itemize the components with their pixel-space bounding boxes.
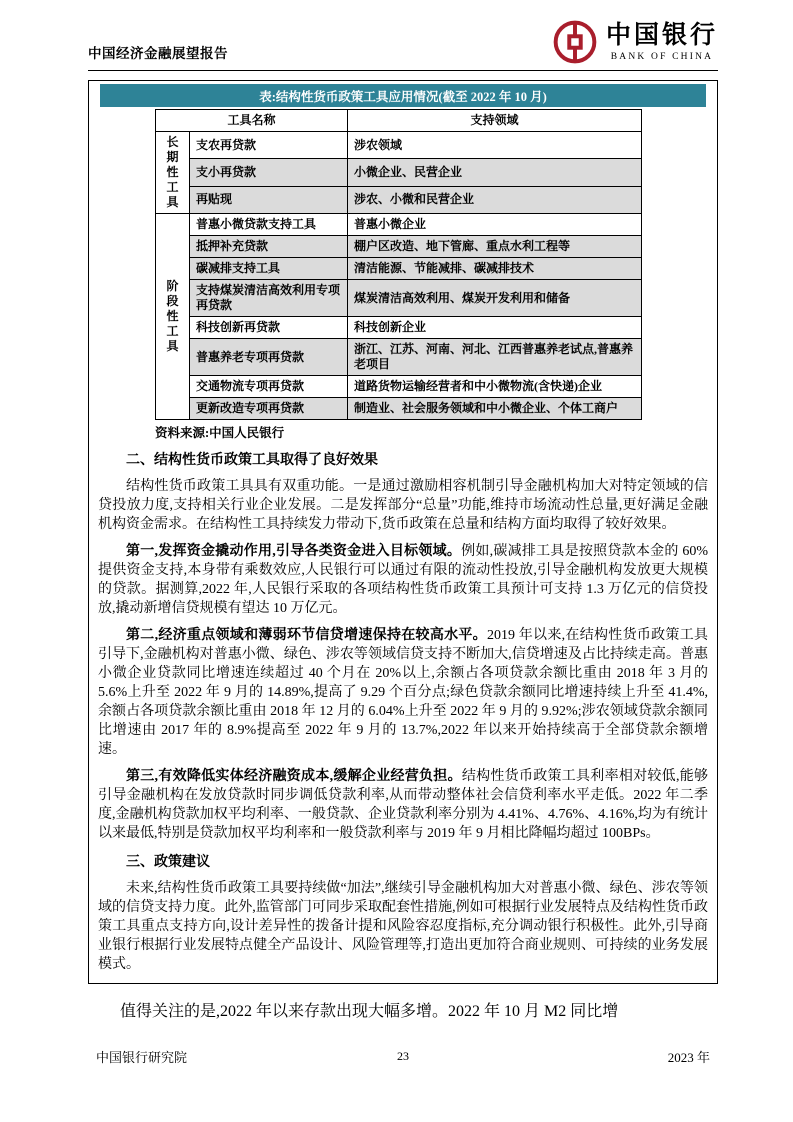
support-area-cell: 清洁能源、节能减排、碳减排技术 bbox=[348, 258, 642, 280]
tool-group-cell: 长期性工具 bbox=[156, 132, 190, 214]
header-divider bbox=[88, 70, 718, 71]
point-1-rest: 例如,碳减排工具是按照贷款本金的 60%提供资金支持,本身带有乘数效应,人民银行可以通过有限的流动性投放,引导金融机构发放更大规模的贷款。据测算,2022 年,人民银行采取的各项结构性货币政策工具预计可支持 1.3 万亿元的信贷投放,撬动新增信贷规模有望达 10 万亿元。 bbox=[98, 544, 708, 616]
body-continuation-text: 值得关注的是,2022 年以来存款出现大幅多增。2022 年 10 月 M2 同比增 bbox=[120, 1003, 619, 1020]
boc-emblem-icon bbox=[553, 20, 597, 64]
tool-name-cell: 支农再贷款 bbox=[190, 132, 348, 159]
table-header-row bbox=[156, 110, 642, 132]
support-area-cell: 普惠小微企业 bbox=[348, 214, 642, 236]
point-1-lead: 第一,发挥资金撬动作用,引导各类资金进入目标领域。 bbox=[126, 544, 462, 559]
tool-name-cell: 支持煤炭清洁高效利用专项再贷款 bbox=[190, 280, 348, 317]
report-title: 中国经济金融展望报告 bbox=[88, 46, 228, 61]
support-area-cell: 道路货物运输经营者和中小微物流(含快递)企业 bbox=[348, 376, 642, 398]
table-row bbox=[156, 159, 642, 186]
table-row bbox=[156, 317, 642, 339]
tool-group-cell: 阶段性工具 bbox=[156, 214, 190, 420]
table-row bbox=[156, 258, 642, 280]
support-area-cell: 涉农领域 bbox=[348, 132, 642, 159]
table-source-note: 资料来源:中国人民银行 bbox=[155, 426, 285, 440]
tool-name-cell: 更新改造专项再贷款 bbox=[190, 398, 348, 420]
support-area-cell: 浙江、江苏、河南、河北、江西普惠养老试点,普惠养老项目 bbox=[348, 339, 642, 376]
content-box bbox=[88, 80, 718, 984]
point-3-rest: 结构性货币政策工具利率相对较低,能够引导金融机构在发放贷款时同步调低贷款利率,从而带动整体社会信贷利率水平走低。2022 年二季度,金融机构贷款加权平均利率、一般贷款、企业贷款利率分别为 4.41%、4.76%、4.16%,均为有统计以来最低,特别是贷款加权平均利率和一般贷款利率与 2019 年 9 月相比降幅均超过 100BPs。 bbox=[98, 769, 708, 841]
table-row bbox=[156, 398, 642, 420]
support-area-cell: 涉农、小微和民营企业 bbox=[348, 186, 642, 213]
paragraph-point-3 bbox=[98, 767, 708, 843]
page-number: 23 bbox=[397, 1049, 409, 1063]
support-area-cell: 煤炭清洁高效利用、煤炭开发利用和储备 bbox=[348, 280, 642, 317]
table-row bbox=[156, 132, 642, 159]
column-header-tool-name: 工具名称 bbox=[156, 110, 348, 132]
table-row bbox=[156, 280, 642, 317]
tool-name-cell: 科技创新再贷款 bbox=[190, 317, 348, 339]
page-footer bbox=[88, 1048, 718, 1066]
tool-name-cell: 抵押补充贷款 bbox=[190, 236, 348, 258]
table-row bbox=[156, 376, 642, 398]
support-area-cell: 小微企业、民营企业 bbox=[348, 159, 642, 186]
tool-name-cell: 支小再贷款 bbox=[190, 159, 348, 186]
table-row bbox=[156, 236, 642, 258]
paragraph-point-2 bbox=[98, 626, 708, 759]
support-area-cell: 科技创新企业 bbox=[348, 317, 642, 339]
support-area-cell: 制造业、社会服务领域和中小微企业、个体工商户 bbox=[348, 398, 642, 420]
tool-name-cell: 普惠小微贷款支持工具 bbox=[190, 214, 348, 236]
section-heading-2: 二、结构性货币政策工具取得了良好效果 bbox=[126, 453, 378, 468]
section-heading-3: 三、政策建议 bbox=[126, 855, 210, 870]
tool-name-cell: 普惠养老专项再贷款 bbox=[190, 339, 348, 376]
paragraph-intro: 结构性货币政策工具具有双重功能。一是通过激励相容机制引导金融机构加大对特定领域的信贷投放力度,支持相关行业企业发展。二是发挥部分“总量”功能,维持市场流动性总量,更好满足金融机构资金需求。在结构性工具持续发力带动下,货币政策在总量和结构方面均取得了较好效果。 bbox=[98, 479, 708, 532]
policy-table-body bbox=[156, 132, 642, 420]
tool-name-cell: 再贴现 bbox=[190, 186, 348, 213]
table-row bbox=[156, 186, 642, 213]
table-title-band: 表:结构性货币政策工具应用情况(截至 2022 年 10 月) bbox=[100, 84, 706, 107]
support-area-cell: 棚户区改造、地下管廊、重点水利工程等 bbox=[348, 236, 642, 258]
column-header-support-area: 支持领域 bbox=[348, 110, 642, 132]
boc-logo-chinese: 中国银行 bbox=[605, 22, 718, 50]
tool-name-cell: 碳减排支持工具 bbox=[190, 258, 348, 280]
policy-tools-table bbox=[155, 109, 642, 420]
table-row bbox=[156, 214, 642, 236]
footer-year: 2023 年 bbox=[667, 1050, 710, 1065]
boc-logo-english: BANK OF CHINA bbox=[610, 51, 714, 62]
table-row bbox=[156, 339, 642, 376]
footer-institute: 中国银行研究院 bbox=[96, 1050, 188, 1065]
boc-logo-text bbox=[606, 22, 718, 62]
paragraph-point-1 bbox=[98, 542, 708, 618]
boc-logo bbox=[553, 20, 718, 64]
paragraph-suggestion: 未来,结构性货币政策工具要持续做“加法”,继续引导金融机构加大对普惠小微、绿色、涉农等领域的信贷支持力度。此外,监管部门可同步采取配套性措施,例如可根据行业发展特点及结构性货币政策工具重点支持方向,设计差异性的拨备计提和风险容忍度指标,充分调动银行积极性。此外,引导商业银行根据行业发展特点健全产品设计、风险管理等,打造出更加符合商业规则、可持续的业务发展模式。 bbox=[98, 881, 708, 972]
point-3-lead: 第三,有效降低实体经济融资成本,缓解企业经营负担。 bbox=[126, 769, 462, 784]
tool-name-cell: 交通物流专项再贷款 bbox=[190, 376, 348, 398]
point-2-lead: 第二,经济重点领域和薄弱环节信贷增速保持在较高水平。 bbox=[126, 628, 487, 643]
point-2-rest: 2019 年以来,在结构性货币政策工具引导下,金融机构对普惠小微、绿色、涉农等领域信贷支持不断加大,信贷增速及占比持续走高。普惠小微企业贷款同比增速连续超过 40 个月在 20%以上,余额占各项贷款余额比重由 2018 年 3 月的 5.6%上升至 2022 年 9 月的 14.89%,提高了 9.29 个百分点;绿色贷款余额同比增速持续上升至 41.4%,余额占各项贷款余额比重由 2018 年 12 月的 6.04%上升至 2022 年 9 月的 9.92%;涉农领域贷款余额同比增速由 2017 年的 8.9%提高至 2022 年 9 月的 13.7%,2022 年以来开始持续高于全部贷款余额增速。 bbox=[98, 628, 709, 757]
page-header bbox=[0, 0, 793, 68]
